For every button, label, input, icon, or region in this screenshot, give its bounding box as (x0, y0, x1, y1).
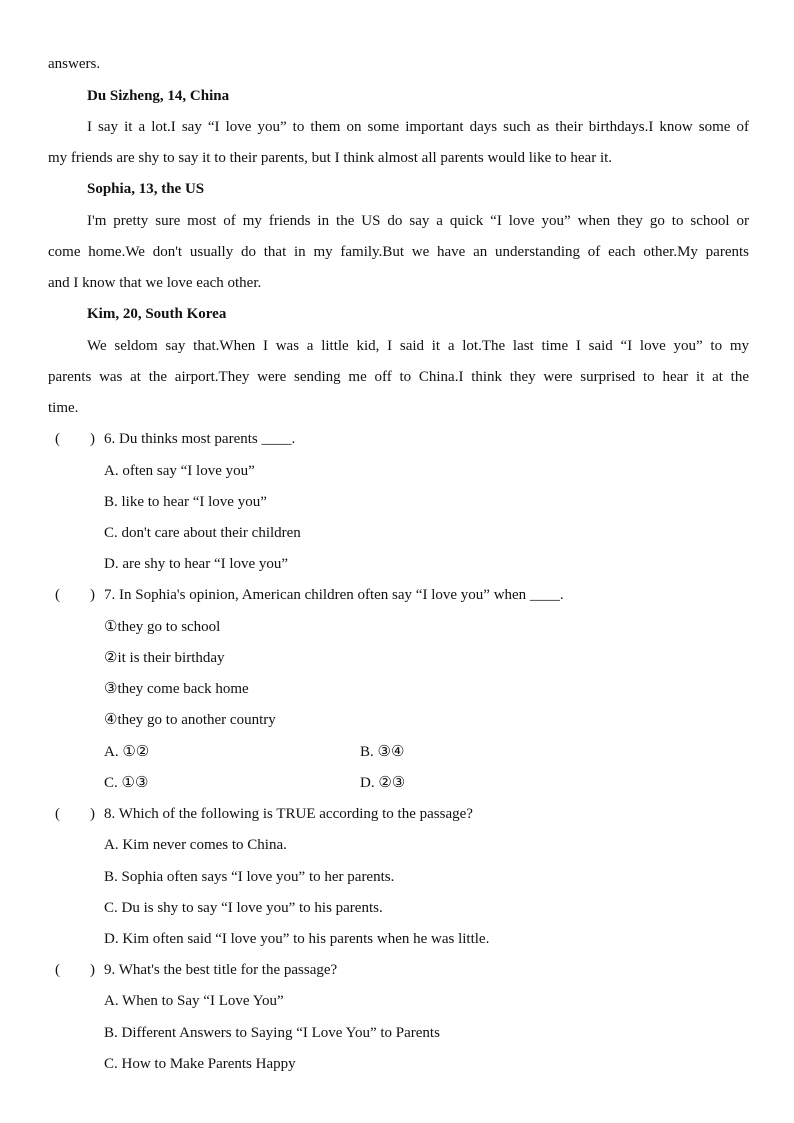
q7-option-d: D. ②③ (360, 775, 406, 791)
answer-blank-8[interactable]: ( ) (55, 806, 95, 822)
speaker-kim: Kim, 20, South Korea (87, 306, 227, 322)
q8-option-a: A. Kim never comes to China. (104, 837, 287, 853)
question-9-stem: 9. What's the best title for the passage? (104, 962, 338, 978)
q7-statement-3: ③they come back home (104, 681, 249, 697)
q6-option-b: B. like to hear “I love you” (104, 494, 267, 510)
answer-blank-7[interactable]: ( ) (55, 587, 95, 603)
question-8-stem: 8. Which of the following is TRUE according to the passage? (104, 806, 473, 822)
q6-option-c: C. don't care about their children (104, 525, 301, 541)
q6-option-a: A. often say “I love you” (104, 463, 255, 479)
q7-statement-1: ①they go to school (104, 619, 221, 635)
q7-statement-2: ②it is their birthday (104, 650, 225, 666)
q9-option-a: A. When to Say “I Love You” (104, 993, 284, 1009)
p2-line3: and I know that we love each other. (48, 275, 262, 291)
q8-option-b: B. Sophia often says “I love you” to her parents. (104, 869, 395, 885)
question-6-stem: 6. Du thinks most parents ____. (104, 431, 296, 447)
p3-line1: We seldom say that.When I was a little kid, I said it a lot.The last time I said “I love you” to my (87, 338, 749, 354)
q7-option-c: C. ①③ (104, 775, 149, 791)
q7-option-b: B. ③④ (360, 744, 405, 760)
q6-option-d: D. are shy to hear “I love you” (104, 556, 289, 572)
p1-line1: I say it a lot.I say “I love you” to them on some important days such as their birthdays.I know some of (87, 119, 749, 135)
passage-lead-end: answers. (48, 56, 101, 72)
speaker-sophia: Sophia, 13, the US (87, 181, 205, 197)
p3-line3: time. (48, 400, 79, 416)
q8-option-d: D. Kim often said “I love you” to his parents when he was little. (104, 931, 490, 947)
answer-blank-9[interactable]: ( ) (55, 962, 95, 978)
p3-line2: parents was at the airport.They were sending me off to China.I think they were surprised to hear it at the (48, 369, 749, 385)
question-7-stem: 7. In Sophia's opinion, American children often say “I love you” when ____. (104, 587, 564, 603)
answer-blank-6[interactable]: ( ) (55, 431, 95, 447)
q7-statement-4: ④they go to another country (104, 712, 276, 728)
speaker-du: Du Sizheng, 14, China (87, 88, 230, 104)
p2-line2: come home.We don't usually do that in my family.But we have an understanding of each other.My parents (48, 244, 749, 260)
p2-line1: I'm pretty sure most of my friends in the US do say a quick “I love you” when they go to school or (87, 213, 749, 229)
p1-line2: my friends are shy to say it to their parents, but I think almost all parents would like to hear it. (48, 150, 613, 166)
q9-option-c: C. How to Make Parents Happy (104, 1056, 296, 1072)
q8-option-c: C. Du is shy to say “I love you” to his parents. (104, 900, 383, 916)
q7-option-a: A. ①② (104, 744, 150, 760)
q9-option-b: B. Different Answers to Saying “I Love You” to Parents (104, 1025, 440, 1041)
